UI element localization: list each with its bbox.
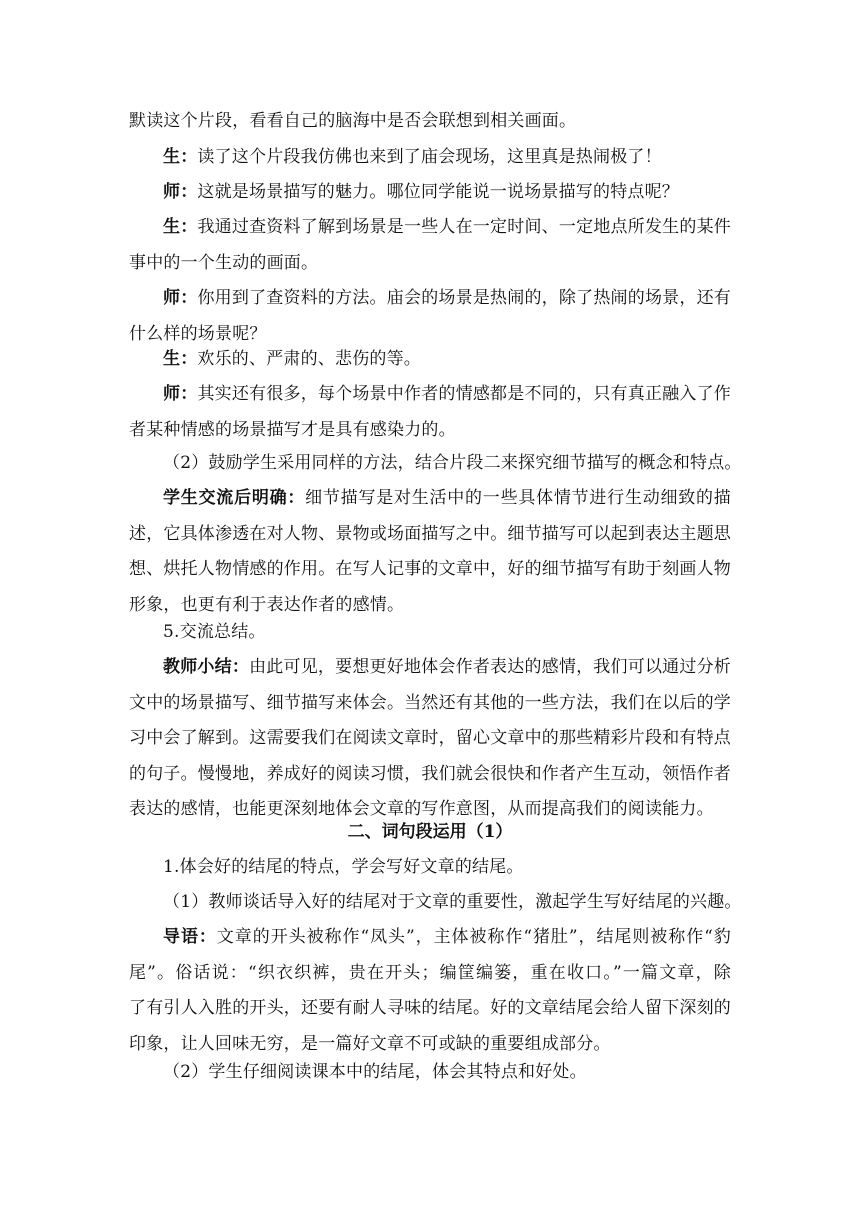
text-line: 默读这个片段，看看自己的脑海中是否会联想到相关画面。 bbox=[129, 111, 577, 131]
text-line: （2）学生仔细阅读课本中的结尾，体会其特点和好处。 bbox=[163, 1062, 587, 1082]
text-line: 事中的一个生动的画面。 bbox=[129, 252, 319, 273]
paragraph-summary bbox=[129, 650, 731, 828]
speaker-label: 师： bbox=[163, 288, 198, 308]
text-line: 尾”。俗话说：“织衣织裤，贵在开头；编筐编篓，重在收口。”一篇文章，除 bbox=[129, 962, 731, 983]
text-line: 想、烘托人物情感的作用。在写人记事的文章中，好的细节描写有助于刻画人物 bbox=[129, 559, 731, 579]
dialogue-teacher bbox=[129, 175, 731, 211]
section-heading: 二、词句段运用（1） bbox=[347, 822, 513, 842]
text-line: 什么样的场景呢？ bbox=[129, 323, 267, 344]
dialogue-student bbox=[129, 210, 731, 281]
text-line: 1.体会好的结尾的特点，学会写好文章的结尾。 bbox=[163, 857, 524, 877]
dialogue-text: 欢乐的、严肃的、悲伤的等。 bbox=[197, 349, 422, 369]
paragraph-text: 文章的开头被称作“凤头”，主体被称作“猪肚”，结尾则被称作“豹 bbox=[216, 927, 731, 947]
text-line: 形象，也更有利于表达作者的感情。 bbox=[129, 594, 405, 615]
dialogue-text: 这就是场景描写的魅力。哪位同学能说一说场景描写的特点呢？ bbox=[197, 182, 680, 202]
paragraph-text: 细节描写是对生活中的一些具体情节进行生动细致的描 bbox=[305, 488, 731, 508]
paragraph bbox=[129, 850, 731, 886]
text-line: 表达的感情，也能更深刻地体会文章的写作意图，从而提高我们的阅读能力。 bbox=[129, 799, 714, 819]
speaker-label: 导语： bbox=[163, 927, 217, 947]
paragraph bbox=[129, 446, 742, 482]
text-line: 者某种情感的场景描写才是具有感染力的。 bbox=[129, 419, 456, 440]
text-line: 述，它具体渗透在对人物、景物或场面描写之中。细节描写可以起到表达主题思 bbox=[129, 523, 731, 544]
dialogue-student bbox=[129, 342, 731, 378]
speaker-label: 师： bbox=[163, 182, 198, 202]
speaker-label: 师： bbox=[163, 384, 198, 404]
paragraph-intro bbox=[129, 920, 731, 1062]
dialogue-text: 其实还有很多，每个场景中作者的情感都是不同的，只有真正融入了作 bbox=[197, 384, 732, 404]
speaker-label: 生： bbox=[163, 349, 198, 369]
text-line: 的句子。慢慢地，养成好的阅读习惯，我们就会很快和作者产生互动，领悟作者 bbox=[129, 763, 731, 784]
speaker-label: 生： bbox=[163, 217, 198, 237]
paragraph bbox=[129, 615, 731, 651]
text-line: 习中会了解到。这需要我们在阅读文章时，留心文章中的那些精彩片段和有特点 bbox=[129, 728, 731, 748]
text-line: 文中的场景描写、细节描写来体会。当然还有其他的一些方法，我们在以后的学 bbox=[129, 692, 731, 713]
text-line: 了有引人入胜的开头，还要有耐人寻味的结尾。好的文章结尾会给人留下深刻的 bbox=[129, 998, 731, 1018]
dialogue-student bbox=[129, 140, 731, 176]
text-line: （1）教师谈话导入好的结尾对于文章的重要性，激起学生写好结尾的兴趣。 bbox=[163, 892, 742, 912]
dialogue-text: 我通过查资料了解到场景是一些人在一定时间、一定地点所发生的某件 bbox=[197, 217, 732, 237]
text-line: 5.交流总结。 bbox=[163, 622, 266, 642]
dialogue-text: 你用到了查资料的方法。庙会的场景是热闹的，除了热闹的场景，还有 bbox=[197, 288, 732, 308]
speaker-label: 教师小结： bbox=[163, 657, 250, 677]
speaker-label: 学生交流后明确： bbox=[163, 488, 306, 508]
paragraph bbox=[129, 885, 742, 921]
paragraph bbox=[129, 1055, 731, 1091]
speaker-label: 生： bbox=[163, 147, 198, 167]
dialogue-text: 读了这个片段我仿佛也来到了庙会现场，这里真是热闹极了！ bbox=[197, 147, 662, 167]
paragraph-text: 由此可见，要想更好地体会作者表达的感情，我们可以通过分析 bbox=[249, 657, 731, 677]
dialogue-teacher bbox=[129, 377, 731, 448]
text-line: 印象，让人回味无穷，是一篇好文章不可或缺的重要组成部分。 bbox=[129, 1033, 611, 1054]
paragraph bbox=[129, 104, 731, 140]
paragraph-conclusion bbox=[129, 481, 731, 623]
text-line: （2）鼓励学生采用同样的方法，结合片段二来探究细节描写的概念和特点。 bbox=[163, 453, 742, 473]
